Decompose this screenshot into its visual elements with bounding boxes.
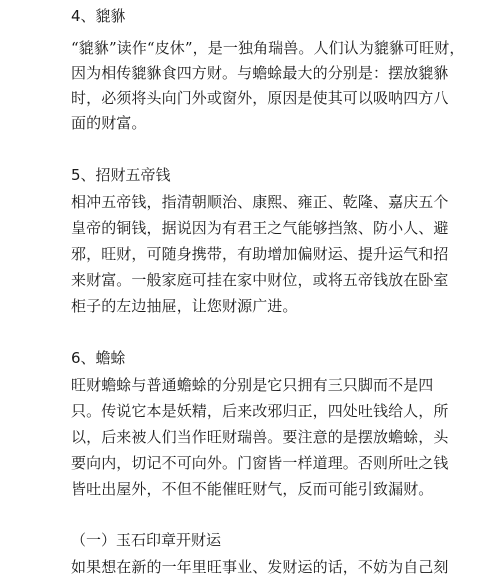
paragraph-line: 皇帝的铜钱，据说因为有君王之气能够挡煞、防小人、避	[71, 219, 449, 237]
subsection-heading: （一）玉石印章开财运	[71, 531, 222, 549]
paragraph-line: 要向内，切记不可向外。门窗皆一样道理。否则所吐之钱	[71, 454, 449, 472]
section-heading: 6、蟾蜍	[71, 349, 126, 367]
paragraph-line: 邪，旺财，可随身携带，有助增加偏财运、提升运气和招	[71, 245, 449, 263]
paragraph-line: 旺财蟾蜍与普通蟾蜍的分别是它只拥有三只脚而不是四	[71, 376, 434, 394]
paragraph-line: “貔貅”读作“皮休”，是一独角瑞兽。人们认为貔貅可旺财，	[71, 39, 465, 57]
section-heading: 5、招财五帝钱	[71, 166, 171, 184]
paragraph-line: 以，后来被人们当作旺财瑞兽。要注意的是摆放蟾蜍，头	[71, 428, 449, 446]
paragraph-line: 皆吐出屋外，不但不能催旺财气，反而可能引致漏财。	[71, 480, 434, 498]
paragraph-line: 相冲五帝钱，指清朝顺治、康熙、雍正、乾隆、嘉庆五个	[71, 193, 449, 211]
paragraph-line: 柜子的左边抽屉，让您财源广进。	[71, 297, 298, 315]
paragraph-line: 因为相传貔貅食四方财。与蟾蜍最大的分别是：摆放貔貅	[71, 64, 449, 82]
paragraph-line: 面的财富。	[71, 114, 147, 132]
paragraph-line: 来财富。一般家庭可挂在家中财位，或将五帝钱放在卧室	[71, 271, 449, 289]
paragraph-line: 时，必须将头向门外或窗外，原因是使其可以吸呐四方八	[71, 89, 449, 107]
paragraph-line: 只。传说它本是妖精，后来改邪归正，四处吐钱给人，所	[71, 402, 449, 420]
paragraph-line: 如果想在新的一年里旺事业、发财运的话，不妨为自己刻	[71, 558, 449, 576]
section-heading: 4、貔貅	[71, 7, 126, 25]
